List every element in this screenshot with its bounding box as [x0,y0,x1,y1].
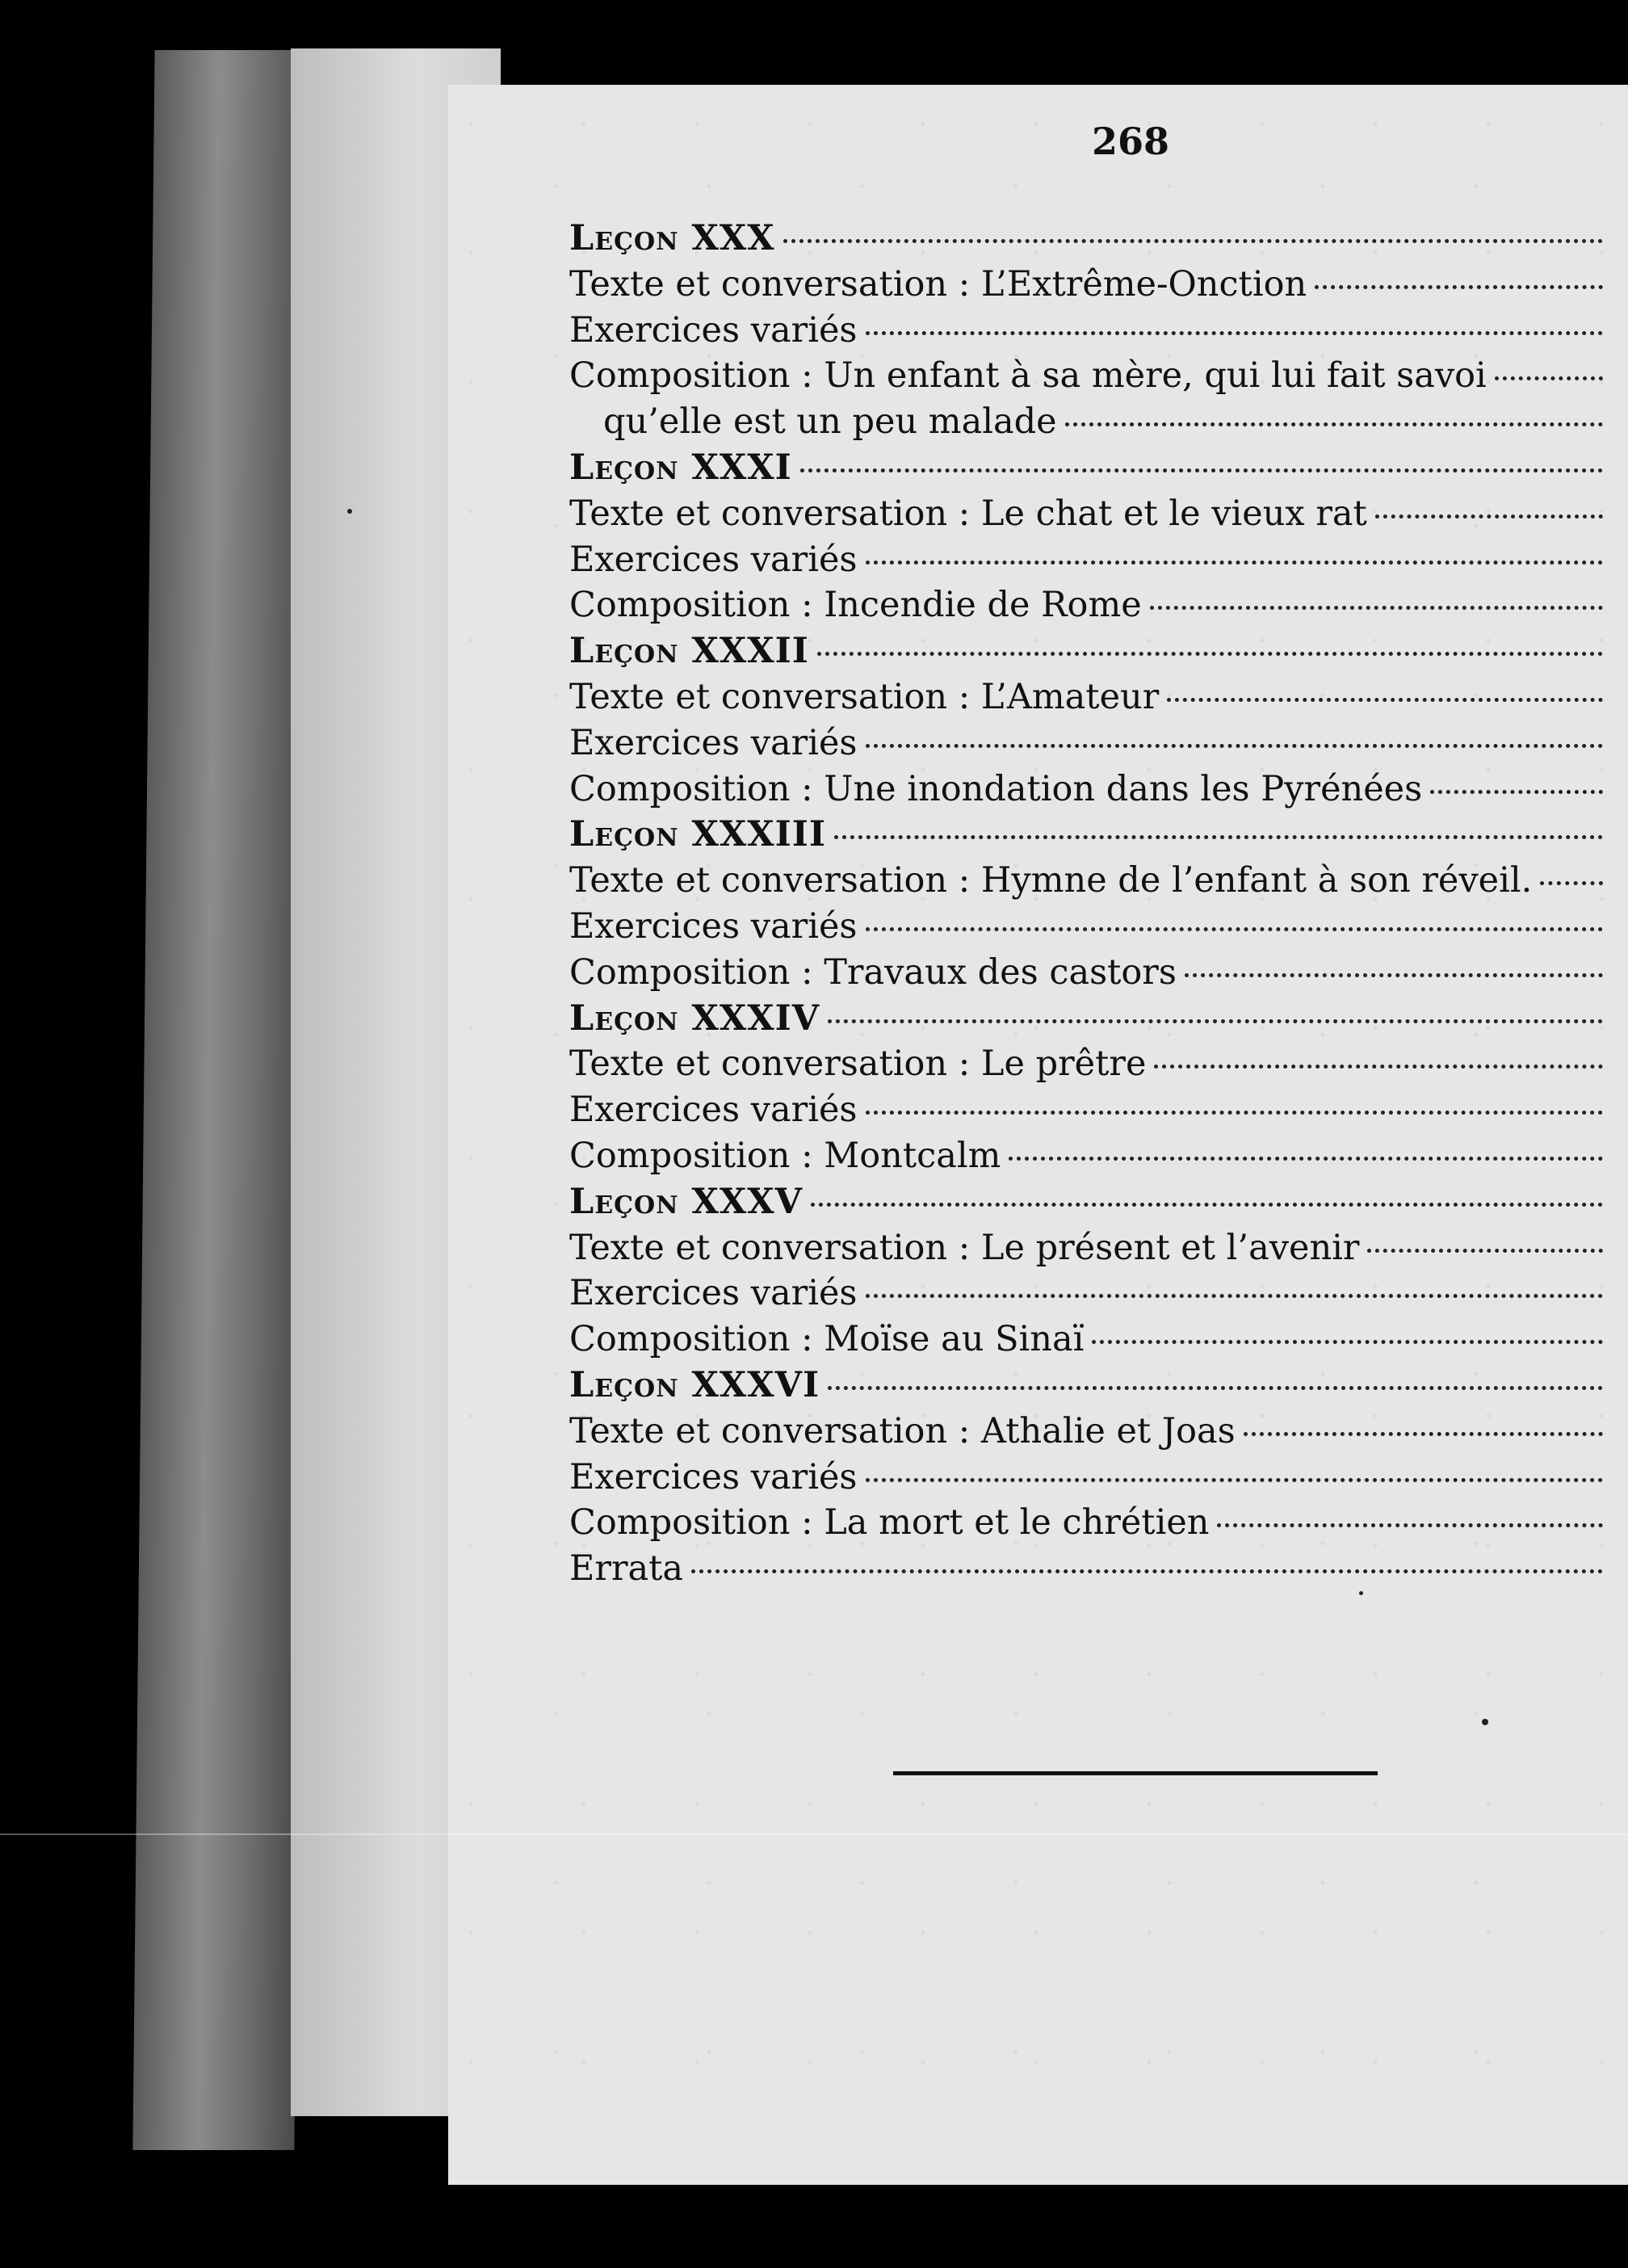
toc-lesson-heading [569,1365,1603,1411]
toc-entry [569,769,1603,815]
toc-entry [569,677,1603,723]
ink-speck [1482,1719,1488,1725]
dot-leader [866,1294,1604,1298]
dot-leader [866,1478,1604,1482]
toc-entry [569,1457,1603,1503]
toc-entry-label: Errata [569,1548,684,1590]
dot-leader [1092,1340,1603,1344]
dot-leader [1540,881,1603,885]
dot-leader [691,1569,1603,1573]
toc-entry-label: Leçon XXXI [569,447,792,488]
toc-entry [569,585,1603,631]
dot-leader [1315,285,1603,289]
dot-leader [866,561,1604,565]
toc-entry-label: Texte et conversation : L’Amateur [569,676,1160,717]
toc-entry-label: qu’elle est un peu malade [603,401,1057,443]
toc-entry-label: Exercices variés [569,539,858,580]
toc-entry-label: Exercices variés [569,1456,858,1497]
toc-lesson-heading [569,998,1603,1044]
toc-entry [569,1136,1603,1182]
dot-leader [866,331,1604,335]
dot-leader [1150,606,1603,610]
toc-lesson-heading [569,447,1603,494]
toc-entry-label: Texte et conversation : Hymne de l’enfant à son réveil. [569,860,1533,901]
dot-leader [866,1111,1604,1115]
toc-entry [569,1548,1603,1594]
toc-entry-label: Composition : Une inondation dans les Pyrénées [569,768,1423,809]
dot-leader [1375,514,1603,519]
dot-leader [1367,1249,1603,1253]
ink-speck [347,509,352,514]
toc-entry-label: Composition : Moïse au Sinaï [569,1319,1085,1360]
toc-entry-label: Exercices variés [569,905,858,947]
toc-entry [569,1273,1603,1319]
toc-entry-label: Composition : Montcalm [569,1135,1001,1176]
dot-leader [1065,422,1603,426]
book-spine-edge [132,50,316,2150]
dot-leader [834,835,1603,839]
toc-entry [569,860,1603,906]
toc-entry [569,1044,1603,1090]
toc-entry-label: Exercices variés [569,309,858,351]
toc-entry [569,494,1603,540]
toc-entry-label: Leçon XXXVI [569,1364,820,1405]
toc-entry-label: Composition : Un enfant à sa mère, qui lui fait savoi [569,355,1487,397]
toc-entry-label: Composition : Incendie de Rome [569,585,1142,626]
toc-entry-label: Composition : Travaux des castors [569,951,1177,993]
toc-entry [569,1090,1603,1136]
toc-lesson-heading [569,218,1603,264]
toc-entry [569,401,1603,447]
toc-entry-label: Texte et conversation : Athalie et Joas [569,1410,1236,1451]
toc-entry-label: Leçon XXXV [569,1181,803,1222]
dot-leader [828,1019,1603,1023]
toc-entry [569,1411,1603,1457]
toc-entry [569,310,1603,356]
toc-lesson-heading [569,814,1603,860]
toc-entry-label: Texte et conversation : Le prêtre [569,1044,1147,1085]
dot-leader [1167,698,1603,702]
toc-entry [569,952,1603,998]
toc-entry-label: Composition : La mort et le chrétien [569,1502,1210,1544]
dot-leader [1217,1523,1603,1527]
dot-leader [1495,376,1603,380]
toc-entry-label: Texte et conversation : Le chat et le vieux rat [569,493,1367,534]
dot-leader [817,652,1603,656]
toc-entry [569,355,1603,401]
toc-entry [569,1502,1603,1548]
toc-entry-label: Leçon XXXIII [569,814,826,855]
toc-entry [569,723,1603,769]
scan-artifact-line [0,1833,1628,1835]
ink-speck [1359,1591,1363,1595]
dot-leader [783,239,1603,243]
toc-entry [569,1319,1603,1365]
toc-entry [569,264,1603,310]
toc-entry [569,540,1603,586]
dot-leader [866,927,1604,931]
dot-leader [866,744,1604,748]
dot-leader [1154,1065,1603,1069]
toc-entry-label: Exercices variés [569,722,858,763]
toc-lesson-heading [569,631,1603,677]
toc-entry [569,906,1603,952]
dot-leader [1009,1157,1603,1161]
toc-entry-label: Exercices variés [569,1273,858,1314]
toc-entry-label: Texte et conversation : L’Extrême-Onction [569,263,1307,304]
toc-entry-label: Texte et conversation : Le présent et l’avenir [569,1227,1360,1268]
toc-entry-label: Leçon XXXIV [569,998,820,1039]
dot-leader [1185,973,1603,977]
dot-leader [828,1386,1603,1390]
dot-leader [1430,790,1603,794]
toc-entry-label: Leçon XXX [569,218,775,258]
page-number: 268 [1091,120,1170,163]
toc-entry [569,1228,1603,1274]
closing-rule [893,1771,1378,1775]
toc-lesson-heading [569,1182,1603,1228]
dot-leader [800,468,1603,472]
dot-leader [1244,1432,1603,1436]
table-of-contents [569,218,1603,1594]
toc-entry-label: Leçon XXXII [569,631,809,672]
dot-leader [811,1203,1603,1207]
toc-entry-label: Exercices variés [569,1090,858,1131]
